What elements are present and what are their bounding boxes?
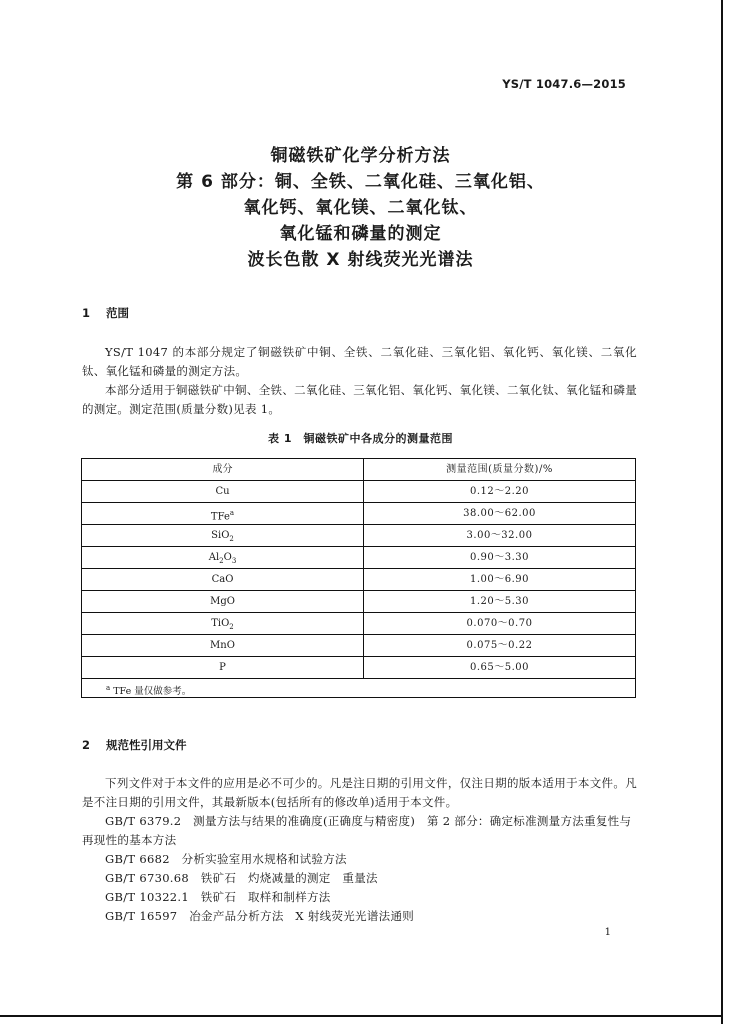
list-item: GB/T 6682 分析实验室用水规格和试验方法	[105, 852, 347, 866]
footnote-marker: a	[106, 683, 111, 692]
header-component: 成分	[82, 459, 364, 480]
section-number: 1	[82, 306, 91, 320]
list-item: GB/T 16597 冶金产品分析方法 X 射线荧光光谱法通则	[105, 909, 415, 923]
component-cell: TFe$^a$	[82, 503, 364, 524]
table-footnote	[106, 683, 191, 697]
list-item: GB/T 6379.2 测量方法与结果的准确度(正确度与精密度) 第 2 部分：确定标准测量方法重复性与再现性的基本方法	[82, 814, 632, 847]
references-intro: 下列文件对于本文件的应用是必不可少的。凡是注日期的引用文件，仅注日期的版本适用于本文件。凡是不注日期的引用文件，其最新版本(包括所有的修改单)适用于本文件。	[82, 776, 637, 809]
range-cell: 1.00～6.90	[469, 574, 530, 585]
range-cell: 0.90～3.30	[469, 552, 530, 563]
scope-paragraph-1: YS/T 1047 的本部分规定了铜磁铁矿中铜、全铁、二氧化硅、三氧化铝、氧化钙、氧化镁、二氧化钛、氧化锰和磷量的测定方法。	[82, 345, 637, 378]
measurement-range-table	[81, 458, 636, 698]
component-cell: $Al_2O_3$	[82, 547, 364, 568]
table-caption: 表 1 铜磁铁矿中各成分的测量范围	[268, 432, 453, 445]
component-cell: P	[82, 657, 364, 678]
table-row	[82, 481, 635, 502]
range-cell: 38.00～62.00	[463, 508, 536, 519]
range-cell: 1.20～5.30	[469, 596, 530, 607]
reference-list	[82, 812, 637, 926]
table-row	[82, 657, 635, 678]
title-line-4: 氧化锰和磷量的测定	[279, 224, 442, 244]
table-row	[82, 503, 635, 524]
table-row	[82, 591, 635, 612]
component-cell: SiO$_2$	[82, 525, 364, 546]
title-line-3: 氧化钙、氧化镁、二氧化钛、	[243, 198, 478, 218]
section-number: 2	[82, 738, 91, 752]
range-cell: 0.65～5.00	[469, 662, 530, 673]
title-line-2: 第 6 部分：铜、全铁、二氧化硅、三氧化铝、	[176, 172, 545, 192]
scope-paragraph-2: 本部分适用于铜磁铁矿中铜、全铁、二氧化硅、三氧化铝、氧化钙、氧化镁、二氧化钛、氧化锰和磷量的测定。测定范围(质量分数)见表 1。	[82, 383, 637, 416]
standard-number: YS/T 1047.6—2015	[502, 77, 626, 91]
component-cell: MgO	[82, 591, 364, 612]
section-1-heading	[82, 305, 129, 321]
component-cell: Cu	[82, 481, 364, 502]
page-number: 1	[604, 927, 611, 938]
range-cell: 0.075～0.22	[466, 640, 533, 651]
page-edge-right	[721, 0, 723, 1024]
component-cell: TiO$_2$	[82, 613, 364, 634]
list-item: GB/T 10322.1 铁矿石 取样和制样方法	[105, 890, 331, 904]
header-range: 测量范围(质量分数)/%	[446, 464, 553, 475]
title-line-1: 铜磁铁矿化学分析方法	[270, 146, 451, 166]
section-title: 规范性引用文件	[106, 738, 187, 752]
table-row	[82, 547, 635, 568]
table-row	[82, 613, 635, 634]
list-item: GB/T 6730.68 铁矿石 灼烧减量的测定 重量法	[105, 871, 378, 885]
range-cell: 3.00～32.00	[466, 530, 533, 541]
footnote-text: TFe 量仅做参考。	[113, 686, 192, 697]
range-cell: 0.12～2.20	[469, 486, 530, 497]
table-row	[82, 569, 635, 590]
table-row	[82, 635, 635, 656]
range-cell: 0.070～0.70	[466, 618, 533, 629]
section-title: 范围	[106, 306, 130, 320]
table-header-row	[82, 459, 635, 480]
component-cell: CaO	[82, 569, 364, 590]
page-edge-bottom	[0, 1015, 723, 1017]
section-2-heading	[82, 737, 187, 753]
title-line-5: 波长色散 X 射线荧光光谱法	[247, 250, 474, 270]
table-row	[82, 525, 635, 546]
component-cell: MnO	[82, 635, 364, 656]
